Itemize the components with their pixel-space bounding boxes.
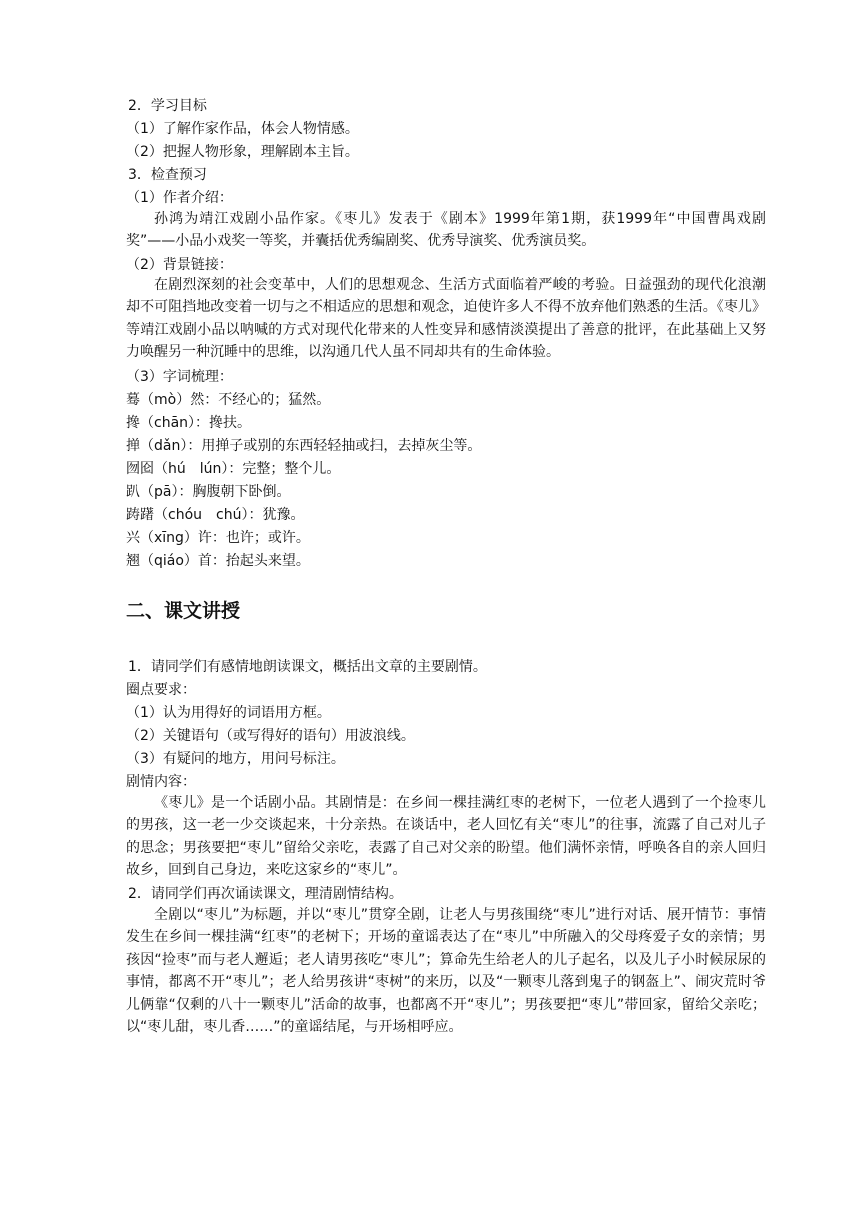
- author-intro-title: （1）作者介绍：: [126, 190, 233, 206]
- marking-requirement-2: （2）关键语句（或写得好的语句）用波浪线。: [126, 728, 415, 744]
- section-heading: 二、课文讲授: [126, 600, 241, 622]
- plot-title: 剧情内容：: [126, 774, 196, 790]
- vocab-item: 踌躇（chóu chú）：犹豫。: [126, 507, 305, 523]
- marking-requirement-3: （3）有疑问的地方，用问号标注。: [126, 751, 345, 767]
- goal-item-2: （2）把握人物形象，理解剧本主旨。: [126, 144, 359, 160]
- preview-title: 3．检查预习: [128, 167, 207, 183]
- marking-requirement-1: （1）认为用得好的词语用方框。: [126, 705, 331, 721]
- vocab-item: 翘（qiáo）首：抬起头来望。: [126, 553, 310, 569]
- vocab-item: 兴（xīng）许：也许；或许。: [126, 530, 310, 546]
- vocab-item: 掸（dǎn）：用掸子或别的东西轻轻抽或扫，去掉灰尘等。: [126, 438, 482, 454]
- marking-requirements-title: 圈点要求：: [126, 682, 196, 698]
- vocab-item: 囫囵（hú lún）：完整；整个儿。: [126, 461, 341, 477]
- task-1: 1．请同学们有感情地朗读课文，概括出文章的主要剧情。: [128, 659, 487, 675]
- vocab-item: 趴（pā）：胸腹朝下卧倒。: [126, 484, 291, 500]
- vocab-item: 搀（chān）：搀扶。: [126, 415, 252, 431]
- background-title: （2）背景链接：: [126, 257, 233, 273]
- structure-paragraph: 全剧以“枣儿”为标题，并以“枣儿”贯穿全剧，让老人与男孩围绕“枣儿”进行对话、展开情节：事情发生在乡间一棵挂满“红枣”的老树下；开场的童谣表达了在“枣儿”中所融入的父母疼爱子女的亲情；男孩因“捡枣”而与老人邂逅；老人请男孩吃“枣儿”；算命先生给老人的儿子起名，以及儿子小时候尿尿的事情，都离不开“枣儿”；老人给男孩讲“枣树”的来历，以及“一颗枣儿落到鬼子的钢盔上”、闹灾荒时爷儿俩靠“仅剩的八十一颗枣儿”活命的故事，也都离不开“枣儿”；男孩要把“枣儿”带回家，留给父亲吃；以“枣儿甜，枣儿香……”的童谣结尾，与开场相呼应。: [126, 907, 766, 1036]
- vocab-item: 蓦（mò）然：不经心的；猛然。: [126, 392, 331, 408]
- background-paragraph: 在剧烈深刻的社会变革中，人们的思想观念、生活方式面临着严峻的考验。日益强劲的现代化浪潮却不可阻挡地改变着一切与之不相适应的思想和观念，迫使许多人不得不放弃他们熟悉的生活。《枣儿》等靖江戏剧小品以呐喊的方式对现代化带来的人性变异和感情淡漠提出了善意的批评，在此基础上又努力唤醒另一种沉睡中的思维，以沟通几代人虽不同却共有的生命体验。: [126, 277, 766, 361]
- vocab-title: （3）字词梳理：: [126, 369, 233, 385]
- goal-item-1: （1）了解作家作品，体会人物情感。: [126, 121, 359, 137]
- task-2: 2．请同学们再次诵读课文，理清剧情结构。: [128, 886, 403, 902]
- author-intro-paragraph: 孙鸿为靖江戏剧小品作家。《枣儿》发表于《剧本》1999年第1期，获1999年“中国曹禺戏剧奖”——小品小戏奖一等奖，并囊括优秀编剧奖、优秀导演奖、优秀演员奖。: [126, 211, 766, 250]
- plot-paragraph: 《枣儿》是一个话剧小品。其剧情是：在乡间一棵挂满红枣的老树下，一位老人遇到了一个捡枣儿的男孩，这一老一少交谈起来，十分亲热。在谈话中，老人回忆有关“枣儿”的往事，流露了自己对儿子的思念；男孩要把“枣儿”留给父亲吃，表露了自己对父亲的盼望。他们满怀亲情，呼唤各自的亲人回归故乡，回到自己身边，来吃这家乡的“枣儿”。: [126, 795, 766, 879]
- goals-title: 2．学习目标: [128, 98, 207, 114]
